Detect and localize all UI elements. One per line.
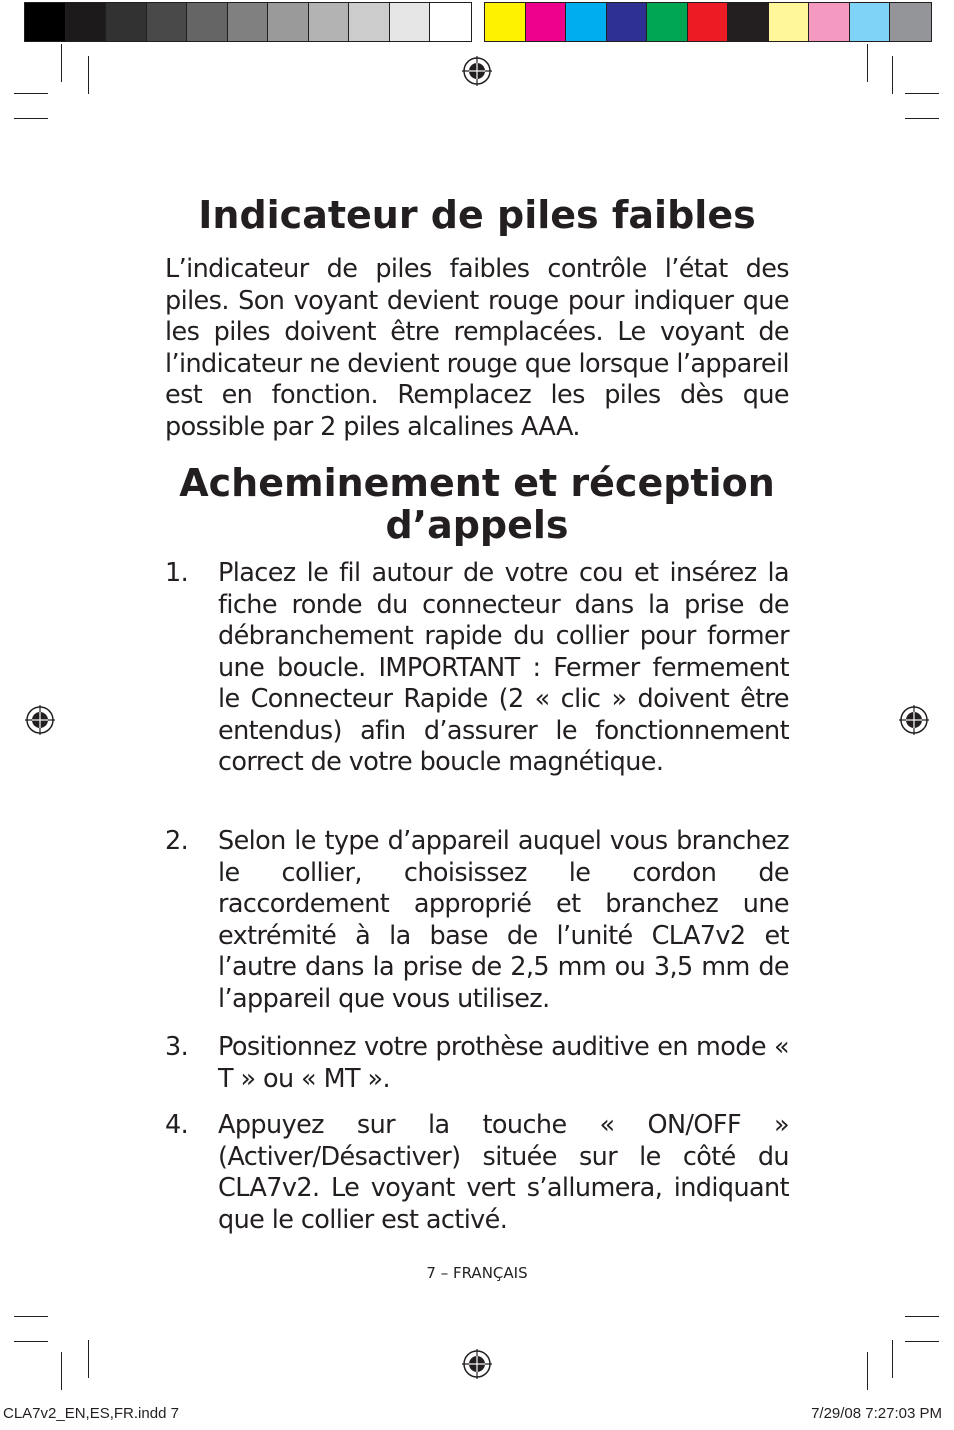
gray-swatch xyxy=(268,3,309,41)
crop-mark xyxy=(14,1316,48,1317)
gray-swatch xyxy=(147,3,188,41)
process-swatch xyxy=(850,3,891,41)
list-item-number: 3. xyxy=(165,1032,189,1062)
crop-mark xyxy=(88,56,89,94)
section-title-calls: Acheminement et réception d’appels xyxy=(179,461,775,547)
list-item-number: 4. xyxy=(165,1110,189,1140)
process-swatch xyxy=(809,3,850,41)
registration-target-icon xyxy=(462,56,492,86)
crop-mark xyxy=(905,118,939,119)
section-title-low-battery: Indicateur de piles faibles xyxy=(198,193,756,237)
process-swatch xyxy=(647,3,688,41)
process-color-bar xyxy=(484,2,932,42)
list-item-text: Appuyez sur la touche « ON/OFF » (Activer/Désactiver) située sur le côté du CLA7v2. Le voyant vert s’allumera, indiquant que le collier est activé. xyxy=(218,1110,789,1235)
crop-mark xyxy=(892,56,893,94)
gray-swatch xyxy=(66,3,107,41)
gray-swatch xyxy=(390,3,431,41)
crop-mark xyxy=(867,1352,868,1390)
gray-swatch xyxy=(187,3,228,41)
process-swatch xyxy=(728,3,769,41)
registration-target-icon xyxy=(25,705,55,735)
process-swatch xyxy=(566,3,607,41)
crop-mark xyxy=(61,44,62,82)
gray-swatch xyxy=(349,3,390,41)
crop-mark xyxy=(14,93,48,94)
list-item-number: 2. xyxy=(165,826,189,856)
crop-mark xyxy=(905,93,939,94)
list-item-text: Selon le type d’appareil auquel vous branchez le collier, choisissez le cordon de raccordement approprié et branchez une extrémité à la base de l’unité CLA7v2 et l’autre dans la prise de 2,5 mm ou 3,5 mm de l’appareil que vous utilisez. xyxy=(218,826,789,1014)
process-swatch xyxy=(890,3,931,41)
slug-file-name: CLA7v2_EN,ES,FR.indd 7 xyxy=(3,1405,179,1422)
gray-swatch xyxy=(25,3,66,41)
crop-mark xyxy=(14,118,48,119)
registration-target-icon xyxy=(462,1349,492,1379)
crop-mark xyxy=(88,1340,89,1378)
gray-swatch xyxy=(309,3,350,41)
crop-mark xyxy=(867,44,868,82)
process-swatch xyxy=(607,3,648,41)
registration-target-icon xyxy=(899,705,929,735)
process-swatch xyxy=(769,3,810,41)
gray-swatch xyxy=(106,3,147,41)
list-item-text: Placez le fil autour de votre cou et insérez la fiche ronde du connecteur dans la prise de débranchement rapide du collier pour former une boucle. IMPORTANT : Fermer fermement le Connecteur Rapide (2 « clic » doivent être entendus) afin d’assurer le fonctionnement correct de votre boucle magnétique. xyxy=(218,558,789,777)
crop-mark xyxy=(892,1340,893,1378)
crop-mark xyxy=(905,1316,939,1317)
process-swatch xyxy=(485,3,526,41)
slug-timestamp: 7/29/08 7:27:03 PM xyxy=(811,1405,942,1422)
grayscale-color-bar xyxy=(24,2,472,42)
gray-swatch xyxy=(228,3,269,41)
gray-swatch xyxy=(430,3,471,41)
low-battery-paragraph: L’indicateur de piles faibles contrôle l’état des piles. Son voyant devient rouge pour indiquer que les piles doivent être remplacées. Le voyant de l’indicateur ne devient rouge que lorsque l’appareil est en fonction. Remplacez les piles dès que possible par 2 piles alcalines AAA. xyxy=(165,254,789,442)
list-item-text: Positionnez votre prothèse auditive en mode « T » ou « MT ». xyxy=(218,1032,789,1094)
crop-mark xyxy=(61,1352,62,1390)
list-item-number: 1. xyxy=(165,558,189,588)
page-number-label: 7 – FRANÇAIS xyxy=(426,1264,528,1282)
process-swatch xyxy=(526,3,567,41)
process-swatch xyxy=(688,3,729,41)
crop-mark xyxy=(14,1341,48,1342)
crop-mark xyxy=(905,1341,939,1342)
